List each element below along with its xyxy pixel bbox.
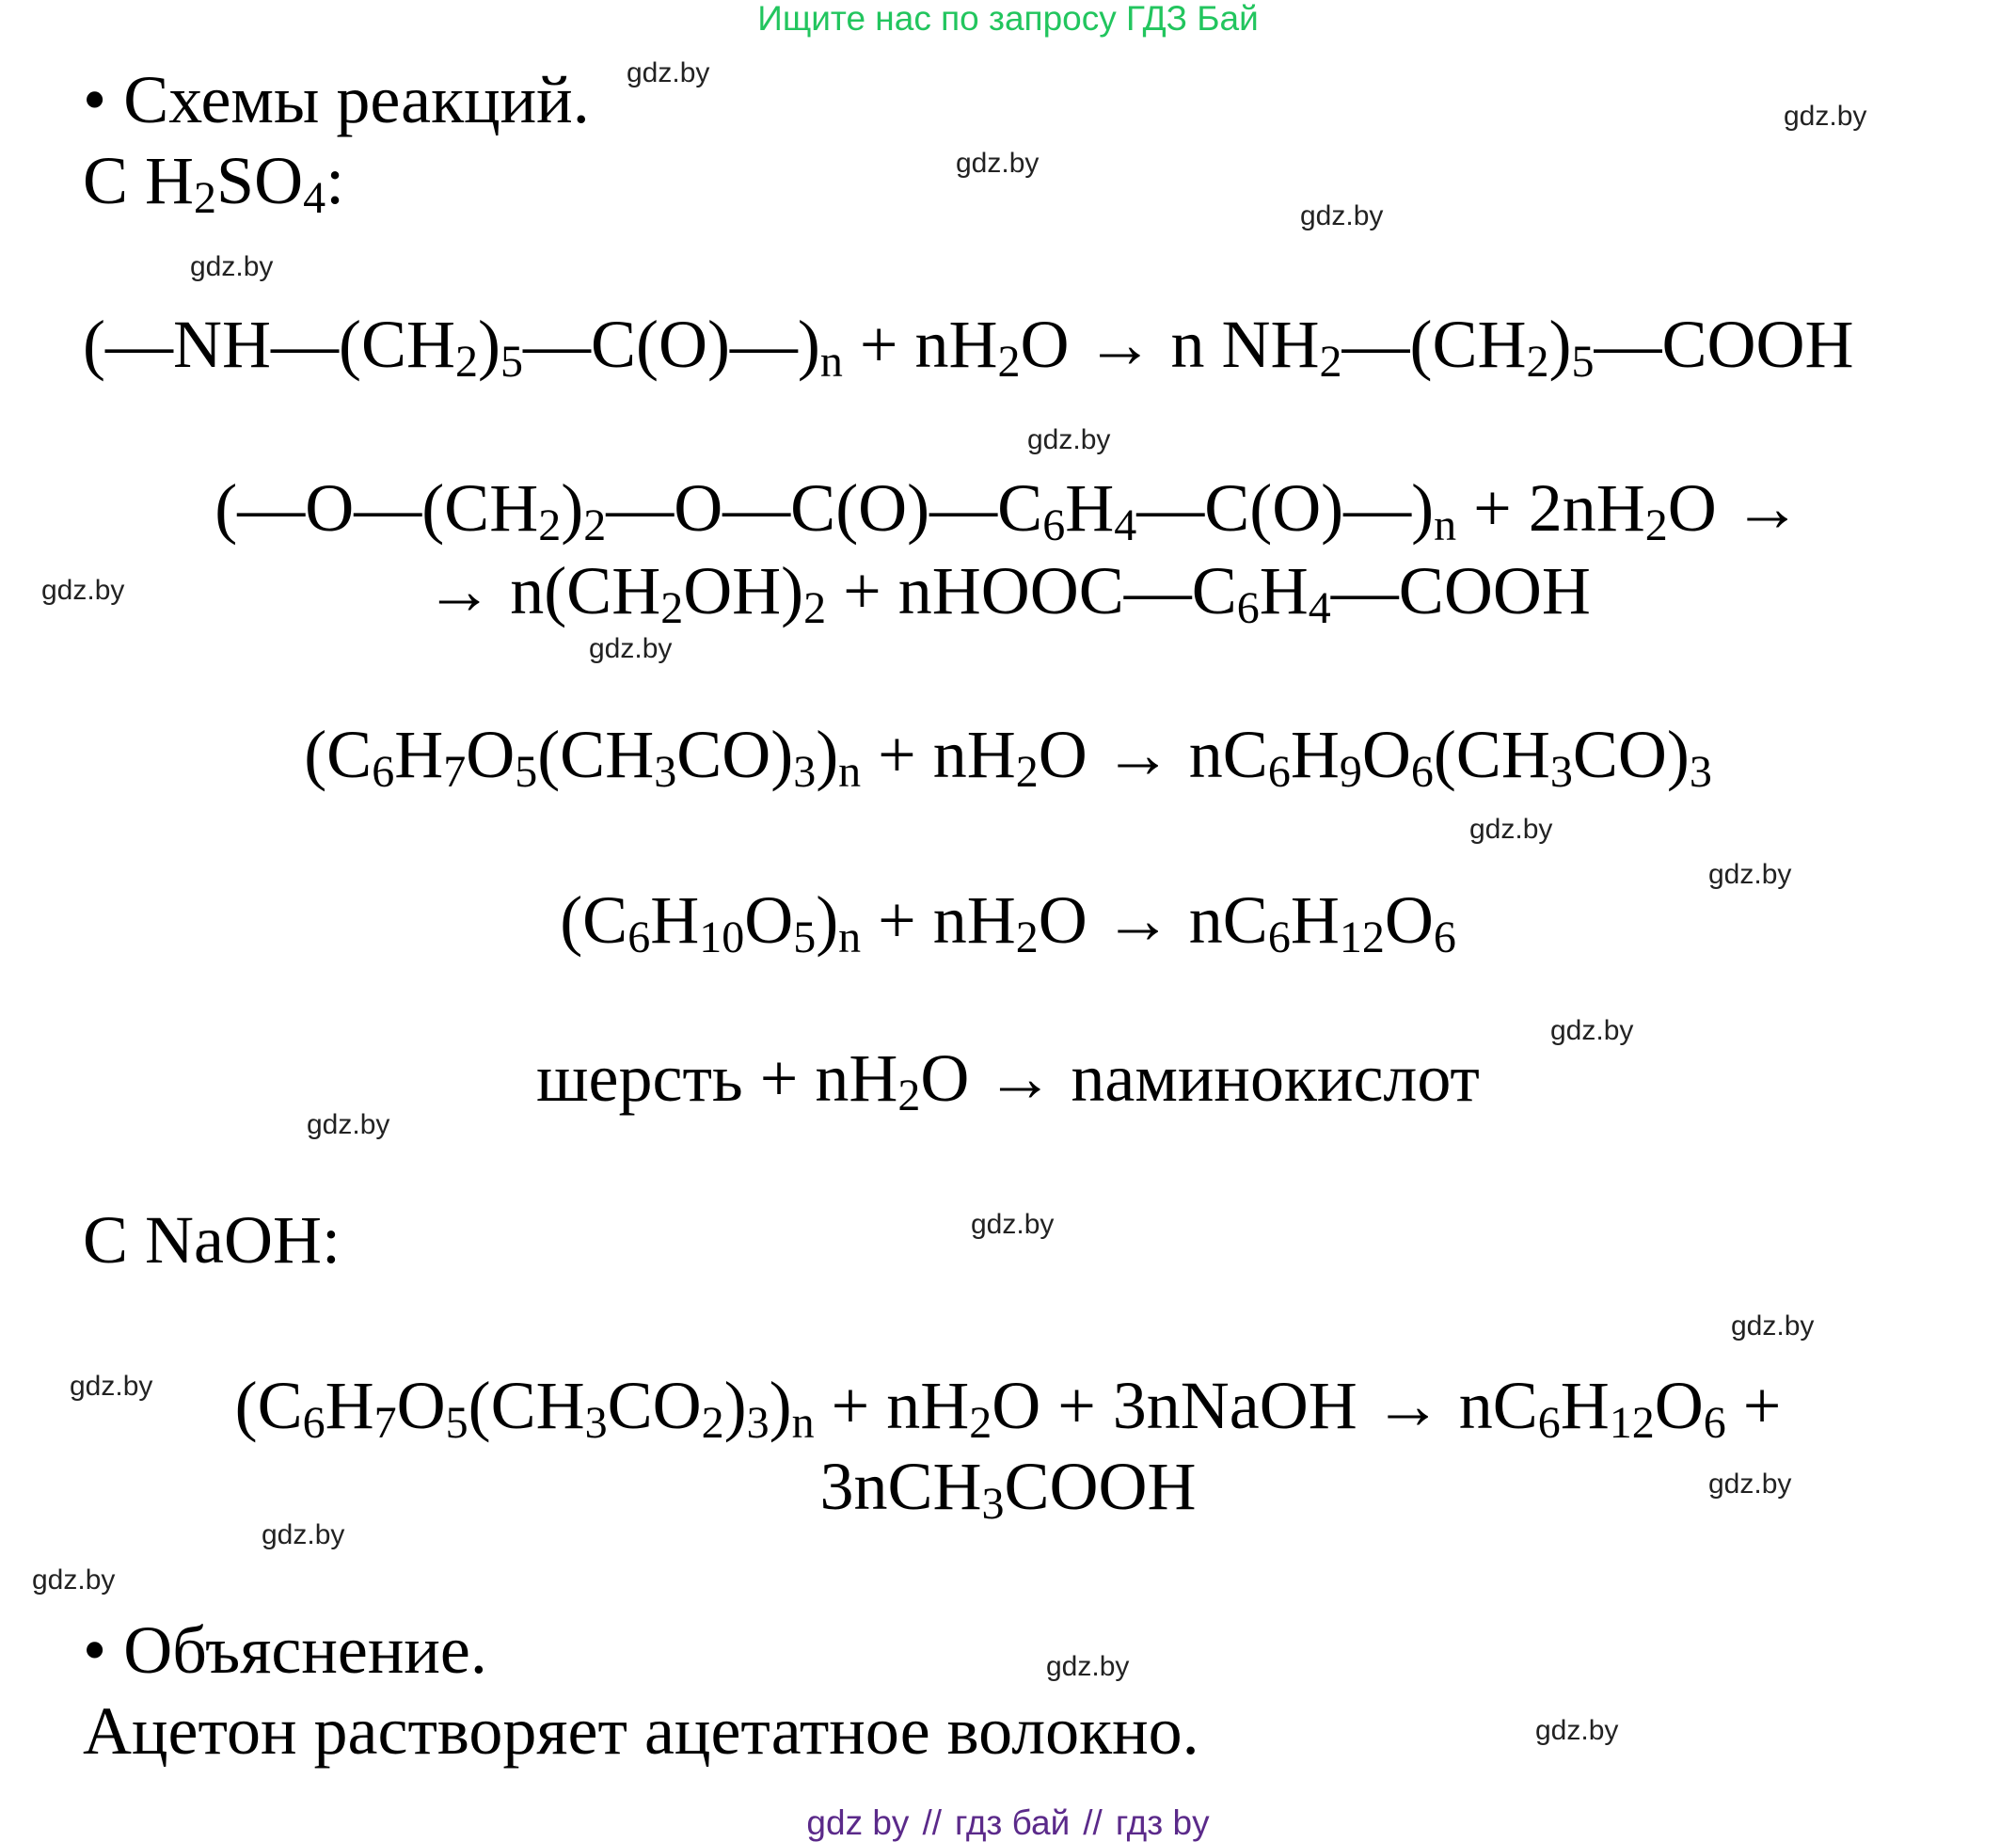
watermark: gdz.by <box>1550 1015 1634 1046</box>
explanation-text: Ацетон растворяет ацетатное волокно. <box>83 1693 1199 1769</box>
watermark: gdz.by <box>589 633 673 664</box>
bottom-banner-part3[interactable]: гдз by <box>1115 1803 1210 1842</box>
watermark: gdz.by <box>627 57 710 88</box>
equation-wool-hydrolysis: шерсть + $nH_2O$ → nаминокислот <box>536 1040 1480 1120</box>
bottom-banner[interactable] <box>0 1804 2016 1842</box>
bottom-banner-sep-2: // <box>1083 1803 1103 1842</box>
watermark: gdz.by <box>1046 1651 1130 1682</box>
heading-with-base: C NaOH: <box>83 1202 341 1278</box>
heading-with-acid: C $H_2SO_4$: <box>83 143 345 223</box>
watermark: gdz.by <box>32 1564 116 1596</box>
watermark: gdz.by <box>307 1109 390 1140</box>
watermark: gdz.by <box>971 1209 1055 1240</box>
watermark: gdz.by <box>1027 424 1111 455</box>
heading-explanation: • Объяснение. <box>83 1612 487 1688</box>
equation-caprolactam-hydrolysis: $(—NH—(CH_2)_5—C(O)—)_n + nH_2O \to n$ $NH_2—(CH_2)_5—COOH$ <box>83 307 1854 387</box>
bottom-banner-part2[interactable]: гдз бай <box>955 1803 1071 1842</box>
equation-acetate-saponification-line1: $(C_6H_7O_5(CH_3CO_2)_3)_n + nH_2O$ + 3nNaOH → $nC_6H_{12}O_6$ + <box>234 1368 1782 1448</box>
heading-schemes: • Схемы реакций. <box>83 62 590 137</box>
watermark: gdz.by <box>1300 200 1384 231</box>
watermark: gdz.by <box>190 251 274 282</box>
watermark: gdz.by <box>262 1519 345 1550</box>
watermark: gdz.by <box>1708 859 1792 890</box>
watermark: gdz.by <box>1535 1715 1619 1746</box>
watermark: gdz.by <box>1784 101 1867 132</box>
watermark: gdz.by <box>70 1371 153 1402</box>
watermark: gdz.by <box>1708 1469 1792 1500</box>
equation-acetate-hydrolysis: $(C_6H_7O_5(CH_3CO)_3)_n + nH_2O \to nC_6H_9O_6(CH_3CO)_3$ <box>304 717 1712 797</box>
equation-cellulose-hydrolysis: $(C_6H_{10}O_5)_n + nH_2O \to nC_6H_{12}O_6$ <box>560 882 1456 962</box>
watermark: gdz.by <box>41 575 125 606</box>
watermark: gdz.by <box>1731 1310 1815 1342</box>
equation-polyester-hydrolysis-line1: $(—O—(CH_2)_2—O—C(O)—C_6H_4—C(O)—)_n + 2nH_2O$ → <box>214 470 1802 550</box>
top-banner[interactable]: Ищите нас по запросу ГДЗ Бай <box>757 0 1259 38</box>
bottom-banner-part1[interactable]: gdz by <box>806 1803 910 1842</box>
equation-polyester-hydrolysis-line2: → $n(CH_2OH)_2$ + $nHOOC—C_6H_4—COOH$ <box>425 553 1591 633</box>
bottom-banner-sep-1: // <box>922 1803 942 1842</box>
watermark: gdz.by <box>1469 814 1553 845</box>
equation-acetate-saponification-line2: 3nCH$_3$COOH <box>819 1449 1197 1529</box>
watermark: gdz.by <box>956 148 1040 179</box>
